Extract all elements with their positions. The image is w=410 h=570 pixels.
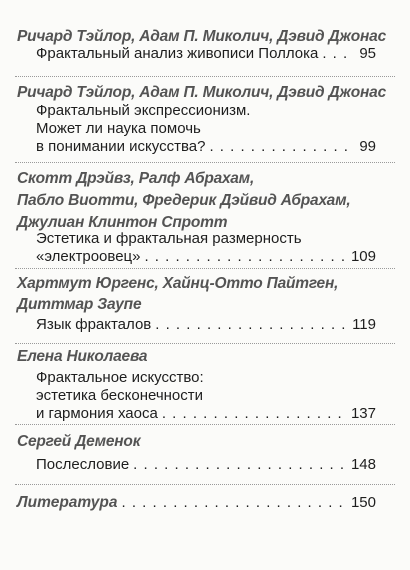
toc-author: Скотт Дрэйвз, Ралф Абрахам, bbox=[17, 170, 255, 187]
toc-title-line bbox=[36, 316, 376, 334]
toc-entry bbox=[36, 316, 376, 334]
toc-title-text: Фрактальный экспрессионизм. bbox=[36, 102, 251, 119]
toc-title-text: Может ли наука помочь bbox=[36, 120, 201, 137]
toc-entry bbox=[36, 369, 376, 423]
dotted-divider bbox=[15, 343, 395, 344]
toc-entry bbox=[17, 494, 376, 512]
dotted-divider bbox=[15, 484, 395, 485]
toc-entry bbox=[36, 456, 376, 474]
leader-dots bbox=[133, 456, 345, 474]
leader-dots bbox=[122, 494, 345, 512]
leader-dots bbox=[162, 405, 345, 423]
dotted-divider bbox=[15, 424, 395, 425]
toc-author: Диттмар Заупе bbox=[17, 296, 142, 313]
toc-author: Ричард Тэйлор, Адам П. Миколич, Дэвид Джонас bbox=[17, 84, 387, 101]
dotted-divider bbox=[15, 268, 395, 269]
toc-entry bbox=[36, 45, 376, 63]
leader-dots bbox=[155, 316, 346, 334]
toc-title-line bbox=[36, 456, 376, 474]
dotted-divider bbox=[15, 76, 395, 77]
leader-dots bbox=[209, 138, 353, 156]
toc-title-line bbox=[36, 138, 376, 156]
page-number: 150 bbox=[350, 494, 376, 511]
toc-title-text: эстетика бесконечности bbox=[36, 387, 204, 404]
toc-author: Ричард Тэйлор, Адам П. Миколич, Дэвид Джонас bbox=[17, 28, 387, 45]
toc-author: Пабло Виотти, Фредерик Дэйвид Абрахам, bbox=[17, 192, 351, 209]
dotted-divider bbox=[15, 162, 395, 163]
toc-title-text: Послесловие bbox=[36, 456, 130, 473]
toc-title-text: Эстетика и фрактальная размерность bbox=[36, 230, 302, 247]
toc-author: Джулиан Клинтон Спротт bbox=[17, 214, 228, 231]
page-number: 99 bbox=[359, 138, 376, 155]
toc-author: Хартмут Юргенс, Хайнц-Отто Пайтген, bbox=[17, 275, 339, 292]
toc-title-text: Фрактальный анализ живописи Поллока bbox=[36, 45, 319, 62]
page-number: 109 bbox=[350, 248, 376, 265]
page-number: 95 bbox=[359, 45, 376, 62]
toc-author: Сергей Деменок bbox=[17, 433, 141, 450]
toc-author: Литература bbox=[17, 494, 118, 511]
toc-title-text: в понимании искусства? bbox=[36, 138, 206, 155]
toc-entry bbox=[36, 230, 376, 266]
leader-dots bbox=[144, 248, 345, 266]
toc-entry bbox=[36, 102, 376, 156]
toc-title-line bbox=[17, 494, 376, 512]
page-number: 119 bbox=[352, 316, 376, 333]
toc-title-text: и гармония хаоса bbox=[36, 405, 158, 422]
page-number: 148 bbox=[350, 456, 376, 473]
toc-title-line bbox=[36, 405, 376, 423]
toc-author: Елена Николаева bbox=[17, 348, 148, 365]
toc-title-text: Фрактальное искусство: bbox=[36, 369, 204, 386]
page-number: 137 bbox=[350, 405, 376, 422]
toc-title-line bbox=[36, 45, 376, 63]
toc-title-text: «электроовец» bbox=[36, 248, 141, 265]
leader-dots bbox=[322, 45, 353, 63]
toc-title-line bbox=[36, 248, 376, 266]
toc-title-text: Язык фракталов bbox=[36, 316, 152, 333]
